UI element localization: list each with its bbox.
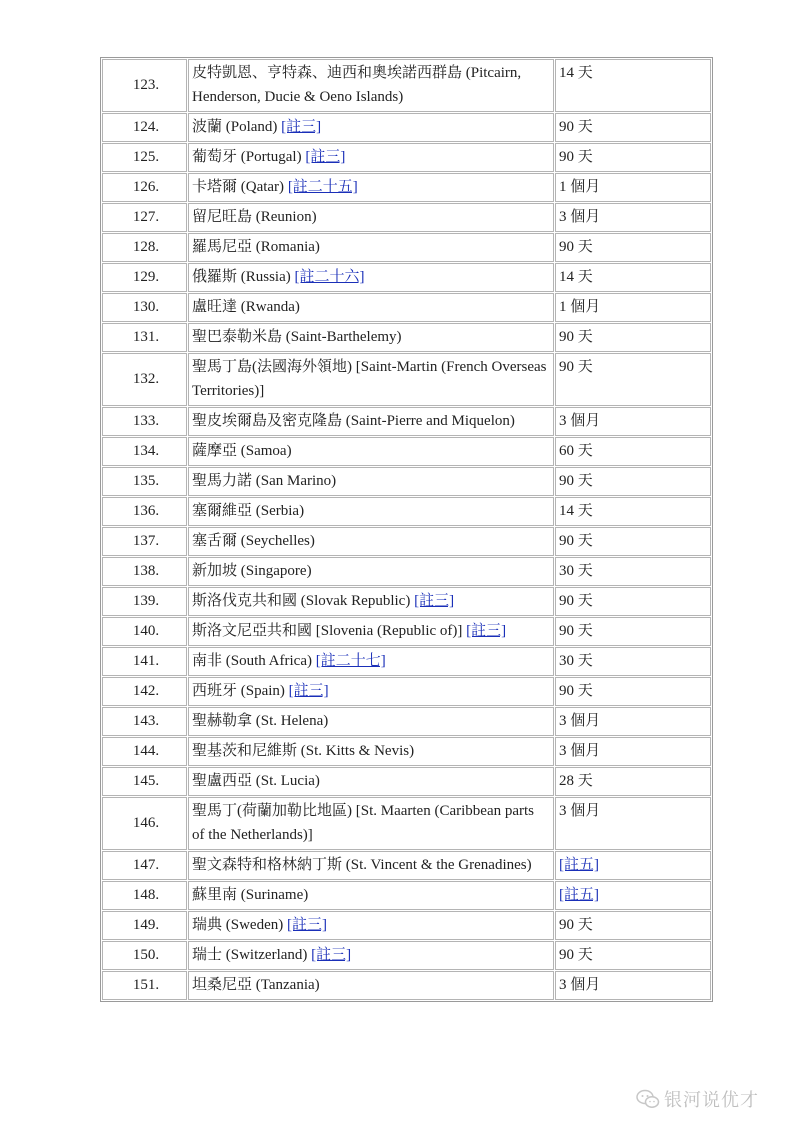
row-number: 127.	[102, 203, 187, 232]
stay-duration: 1 個月	[555, 173, 711, 202]
stay-duration	[555, 851, 711, 880]
row-number: 133.	[102, 407, 187, 436]
country-cell	[188, 437, 554, 466]
table-row	[102, 647, 711, 676]
country-name: 聖文森特和格林納丁斯 (St. Vincent & the Grenadines)	[192, 857, 532, 873]
table-row	[102, 59, 711, 112]
table-row	[102, 707, 711, 736]
stay-duration: 60 天	[555, 437, 711, 466]
country-cell	[188, 203, 554, 232]
country-name: 聖馬力諾 (San Marino)	[192, 473, 337, 489]
country-name: 薩摩亞 (Samoa)	[192, 443, 292, 459]
visa-free-table	[100, 57, 713, 1002]
stay-duration: 90 天	[555, 143, 711, 172]
country-name: 聖皮埃爾島及密克隆島 (Saint-Pierre and Miquelon)	[192, 413, 515, 429]
footnote-link[interactable]: [註五]	[559, 887, 599, 903]
stay-duration: 90 天	[555, 911, 711, 940]
row-number: 126.	[102, 173, 187, 202]
country-cell	[188, 407, 554, 436]
row-number: 129.	[102, 263, 187, 292]
table-row	[102, 941, 711, 970]
table-row	[102, 407, 711, 436]
table-row	[102, 797, 711, 850]
stay-duration: 90 天	[555, 113, 711, 142]
table-row	[102, 557, 711, 586]
country-cell	[188, 677, 554, 706]
country-name: 新加坡 (Singapore)	[192, 563, 312, 579]
country-name: 塞舌爾 (Seychelles)	[192, 533, 315, 549]
country-cell	[188, 707, 554, 736]
row-number: 145.	[102, 767, 187, 796]
country-name: 斯洛文尼亞共和國 [Slovenia (Republic of)]	[192, 623, 463, 639]
country-cell	[188, 59, 554, 112]
country-name: 南非 (South Africa)	[192, 653, 312, 669]
row-number: 125.	[102, 143, 187, 172]
row-number: 136.	[102, 497, 187, 526]
country-name: 盧旺達 (Rwanda)	[192, 299, 300, 315]
country-cell	[188, 113, 554, 142]
table-row	[102, 293, 711, 322]
footnote-link[interactable]: [註五]	[559, 857, 599, 873]
row-number: 140.	[102, 617, 187, 646]
country-cell	[188, 323, 554, 352]
country-name: 羅馬尼亞 (Romania)	[192, 239, 320, 255]
table-row	[102, 767, 711, 796]
footnote-link[interactable]: [註三]	[466, 623, 507, 639]
table-row	[102, 437, 711, 466]
country-cell	[188, 941, 554, 970]
table-row	[102, 677, 711, 706]
row-number: 123.	[102, 59, 187, 112]
row-number: 148.	[102, 881, 187, 910]
table-row	[102, 617, 711, 646]
stay-duration: 90 天	[555, 233, 711, 262]
stay-duration: 1 個月	[555, 293, 711, 322]
country-name: 瑞士 (Switzerland)	[192, 947, 308, 963]
stay-duration: 90 天	[555, 617, 711, 646]
stay-duration: 3 個月	[555, 203, 711, 232]
watermark	[636, 1084, 786, 1114]
table-row	[102, 851, 711, 880]
table-row	[102, 971, 711, 1000]
country-cell	[188, 647, 554, 676]
country-cell	[188, 467, 554, 496]
country-cell	[188, 557, 554, 586]
country-cell	[188, 143, 554, 172]
country-name: 皮特凱恩、亨特森、迪西和奧埃諾西群島 (Pitcairn, Henderson, Ducie & Oeno Islands)	[192, 65, 522, 105]
country-cell	[188, 851, 554, 880]
country-cell	[188, 971, 554, 1000]
footnote-link[interactable]: [註三]	[311, 947, 352, 963]
table-row	[102, 353, 711, 406]
table-row	[102, 113, 711, 142]
row-number: 142.	[102, 677, 187, 706]
stay-duration: 90 天	[555, 323, 711, 352]
country-cell	[188, 767, 554, 796]
footnote-link[interactable]: [註三]	[288, 683, 329, 699]
row-number: 134.	[102, 437, 187, 466]
table-row	[102, 263, 711, 292]
country-name: 斯洛伐克共和國 (Slovak Republic)	[192, 593, 411, 609]
country-name: 聖基茨和尼維斯 (St. Kitts & Nevis)	[192, 743, 415, 759]
country-name: 聖馬丁(荷蘭加勒比地區) [St. Maarten (Caribbean parts of the Netherlands)]	[192, 803, 535, 843]
table-row	[102, 467, 711, 496]
footnote-link[interactable]: [註二十六]	[294, 269, 365, 285]
stay-duration: 30 天	[555, 557, 711, 586]
country-cell	[188, 233, 554, 262]
table-row	[102, 881, 711, 910]
country-cell	[188, 293, 554, 322]
country-name: 瑞典 (Sweden)	[192, 917, 284, 933]
stay-duration: 14 天	[555, 263, 711, 292]
stay-duration: 3 個月	[555, 707, 711, 736]
stay-duration: 3 個月	[555, 797, 711, 850]
table-row	[102, 587, 711, 616]
country-name: 西班牙 (Spain)	[192, 683, 285, 699]
table-row	[102, 143, 711, 172]
country-name: 聖巴泰勒米島 (Saint-Barthelemy)	[192, 329, 402, 345]
country-name: 塞爾維亞 (Serbia)	[192, 503, 305, 519]
table-row	[102, 527, 711, 556]
country-cell	[188, 263, 554, 292]
country-name: 坦桑尼亞 (Tanzania)	[192, 977, 320, 993]
footnote-link[interactable]: [註三]	[414, 593, 455, 609]
country-cell	[188, 353, 554, 406]
row-number: 124.	[102, 113, 187, 142]
country-name: 聖盧西亞 (St. Lucia)	[192, 773, 320, 789]
stay-duration: 90 天	[555, 677, 711, 706]
row-number: 143.	[102, 707, 187, 736]
table-body	[102, 59, 711, 1000]
row-number: 147.	[102, 851, 187, 880]
watermark-text: 银河说优才	[664, 1090, 759, 1111]
row-number: 146.	[102, 797, 187, 850]
table-row	[102, 497, 711, 526]
country-name: 留尼旺島 (Reunion)	[192, 209, 317, 225]
table-row	[102, 233, 711, 262]
row-number: 135.	[102, 467, 187, 496]
row-number: 150.	[102, 941, 187, 970]
country-name: 波蘭 (Poland)	[192, 119, 278, 135]
country-name: 聖赫勒拿 (St. Helena)	[192, 713, 329, 729]
row-number: 137.	[102, 527, 187, 556]
stay-duration: 28 天	[555, 767, 711, 796]
row-number: 128.	[102, 233, 187, 262]
footnote-link[interactable]: [註二十五]	[287, 179, 358, 195]
table-row	[102, 737, 711, 766]
wechat-icon	[636, 1088, 660, 1110]
stay-duration: 90 天	[555, 353, 711, 406]
country-name: 葡萄牙 (Portugal)	[192, 149, 302, 165]
country-cell	[188, 617, 554, 646]
row-number: 149.	[102, 911, 187, 940]
country-name: 聖馬丁島(法國海外領地) [Saint-Martin (French Overseas Territories)]	[192, 359, 547, 399]
row-number: 138.	[102, 557, 187, 586]
stay-duration: 14 天	[555, 59, 711, 112]
country-cell	[188, 797, 554, 850]
country-name: 俄羅斯 (Russia)	[192, 269, 291, 285]
country-cell	[188, 497, 554, 526]
row-number: 132.	[102, 353, 187, 406]
stay-duration: 14 天	[555, 497, 711, 526]
footnote-link[interactable]: [註三]	[305, 149, 346, 165]
stay-duration: 90 天	[555, 587, 711, 616]
country-cell	[188, 173, 554, 202]
country-cell	[188, 881, 554, 910]
stay-duration: 90 天	[555, 941, 711, 970]
country-cell	[188, 587, 554, 616]
row-number: 144.	[102, 737, 187, 766]
country-cell	[188, 527, 554, 556]
row-number: 131.	[102, 323, 187, 352]
stay-duration	[555, 881, 711, 910]
stay-duration: 90 天	[555, 467, 711, 496]
row-number: 139.	[102, 587, 187, 616]
stay-duration: 90 天	[555, 527, 711, 556]
country-name: 卡塔爾 (Qatar)	[192, 179, 285, 195]
table-row	[102, 203, 711, 232]
stay-duration: 30 天	[555, 647, 711, 676]
stay-duration: 3 個月	[555, 737, 711, 766]
row-number: 141.	[102, 647, 187, 676]
footnote-link[interactable]: [註二十七]	[315, 653, 386, 669]
row-number: 151.	[102, 971, 187, 1000]
country-cell	[188, 911, 554, 940]
stay-duration: 3 個月	[555, 971, 711, 1000]
table-row	[102, 323, 711, 352]
stay-duration: 3 個月	[555, 407, 711, 436]
table-row	[102, 173, 711, 202]
footnote-link[interactable]: [註三]	[281, 119, 322, 135]
footnote-link[interactable]: [註三]	[286, 917, 327, 933]
table-row	[102, 911, 711, 940]
country-cell	[188, 737, 554, 766]
country-name: 蘇里南 (Suriname)	[192, 887, 309, 903]
row-number: 130.	[102, 293, 187, 322]
